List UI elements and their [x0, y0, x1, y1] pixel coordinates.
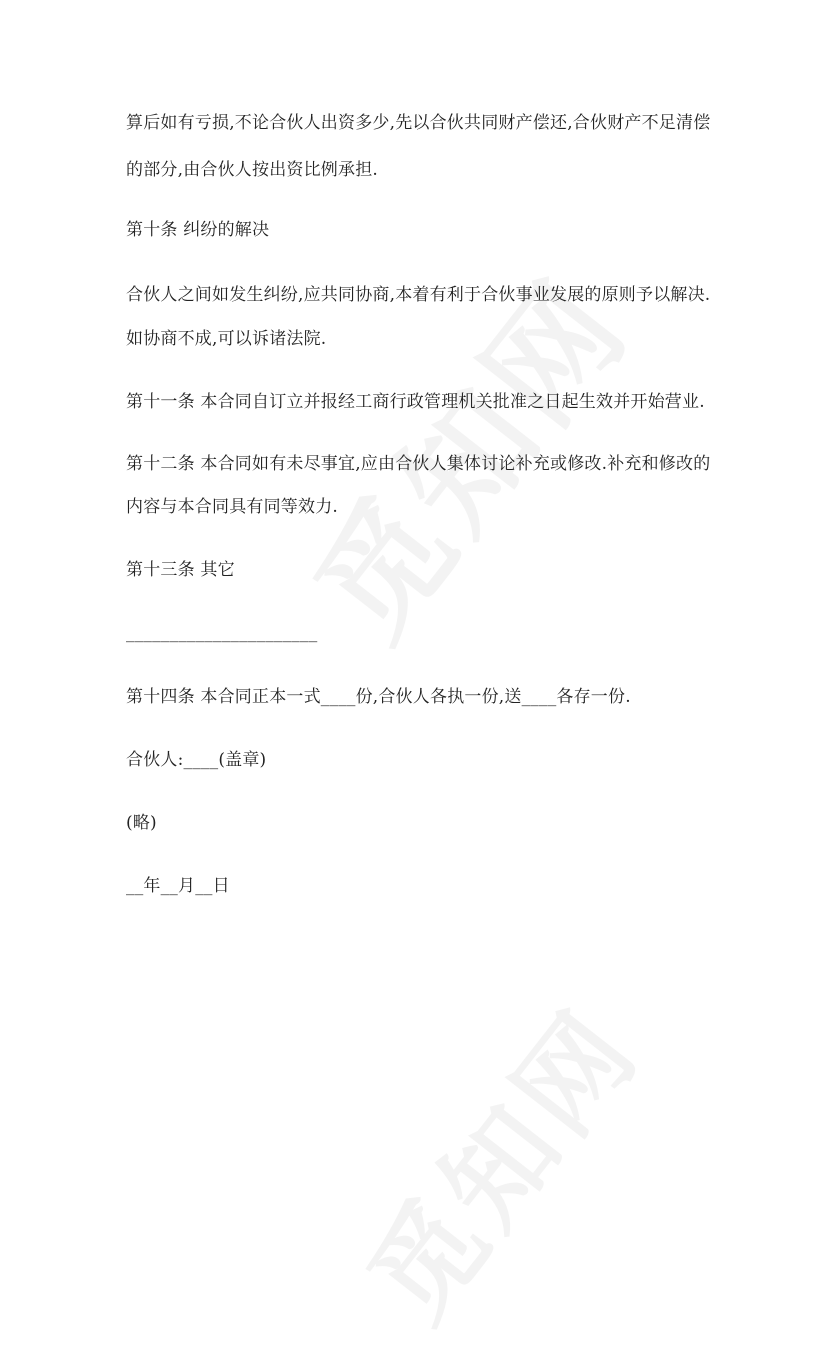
paragraph-line: 合伙人之间如发生纠纷,应共同协商,本着有利于合伙事业发展的原则予以解决.	[126, 285, 711, 305]
omitted-note: (略)	[126, 813, 157, 833]
paragraph-line: 内容与本合同具有同等效力.	[126, 497, 339, 517]
watermark	[326, 971, 668, 1347]
article-line: 第十四条 本合同正本一式____份,合伙人各执一份,送____各存一份.	[126, 687, 631, 707]
paragraph-line: 如协商不成,可以诉诸法院.	[126, 329, 327, 349]
article-line: 第十一条 本合同自订立并报经工商行政管理机关批准之日起生效并开始营业.	[126, 392, 705, 412]
paragraph-line: 算后如有亏损,不论合伙人出资多少,先以合伙共同财产偿还,合伙财产不足清偿	[126, 113, 711, 133]
date-line: __年__月__日	[126, 876, 230, 896]
article-heading: 第十条 纠纷的解决	[126, 220, 270, 240]
signature-line: 合伙人:____(盖章)	[126, 750, 267, 770]
blank-fill-line: ______________________	[126, 623, 318, 643]
article-line: 第十二条 本合同如有未尽事宜,应由合伙人集体讨论补充或修改.补充和修改的	[126, 454, 711, 474]
article-heading: 第十三条 其它	[126, 560, 235, 580]
paragraph-line: 的部分,由合伙人按出资比例承担.	[126, 160, 379, 180]
